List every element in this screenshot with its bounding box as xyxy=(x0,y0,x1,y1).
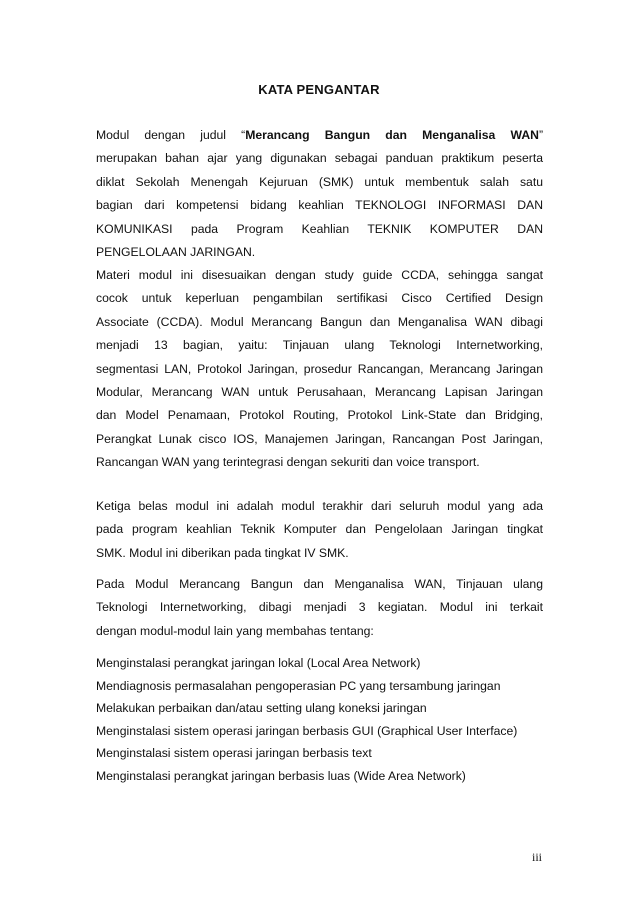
paragraph-line: diklat Sekolah Menengah Kejuruan (SMK) untuk membentuk salah satu xyxy=(96,174,543,189)
paragraph-line: dan Model Penamaan, Protokol Routing, Protokol Link-State dan Bridging, xyxy=(96,408,543,423)
paragraph-1 xyxy=(96,124,543,264)
list-item: Menginstalasi perangkat jaringan berbasis luas (Wide Area Network) xyxy=(96,768,466,783)
list-item: Menginstalasi sistem operasi jaringan berbasis GUI (Graphical User Interface) xyxy=(96,723,518,738)
paragraph-4 xyxy=(96,573,543,643)
paragraph-line: menjadi 13 bagian, yaitu: Tinjauan ulang Teknologi Internetworking, xyxy=(96,338,543,353)
paragraph-line: KOMUNIKASI pada Program Keahlian TEKNIK KOMPUTER DAN xyxy=(96,221,543,236)
list-item: Menginstalasi sistem operasi jaringan berbasis text xyxy=(96,746,372,761)
paragraph-line: Materi modul ini disesuaikan dengan study guide CCDA, sehingga sangat xyxy=(96,268,543,282)
list-item: Menginstalasi perangkat jaringan lokal (Local Area Network) xyxy=(96,656,421,670)
paragraph-line: pada program keahlian Teknik Komputer dan Pengelolaan Jaringan tingkat xyxy=(96,522,543,537)
paragraph-line: Modul dengan judul “Merancang Bangun dan Menganalisa WAN” xyxy=(96,128,543,142)
topic-list xyxy=(96,652,543,788)
page-title: KATA PENGANTAR xyxy=(258,82,380,97)
paragraph-line: Ketiga belas modul ini adalah modul terakhir dari seluruh modul yang ada xyxy=(96,499,543,513)
paragraph-line: cocok untuk keperluan pengambilan sertifikasi Cisco Certified Design xyxy=(96,291,543,306)
paragraph-3 xyxy=(96,495,543,565)
paragraph-line: Pada Modul Merancang Bangun dan Menganalisa WAN, Tinjauan ulang xyxy=(96,577,543,591)
paragraph-2 xyxy=(96,264,543,475)
paragraph-line: dengan modul-modul lain yang membahas tentang: xyxy=(96,623,374,638)
paragraph-line: SMK. Modul ini diberikan pada tingkat IV SMK. xyxy=(96,545,349,560)
paragraph-line: Teknologi Internetworking, dibagi menjadi 3 kegiatan. Modul ini terkait xyxy=(96,600,543,615)
paragraph-line: Rancangan WAN yang terintegrasi dengan sekuriti dan voice transport. xyxy=(96,455,480,470)
paragraph-line: Associate (CCDA). Modul Merancang Bangun dan Menganalisa WAN dibagi xyxy=(96,314,543,329)
list-item: Mendiagnosis permasalahan pengoperasian PC yang tersambung jaringan xyxy=(96,678,501,693)
page-number: iii xyxy=(531,850,542,864)
paragraph-line: PENGELOLAAN JARINGAN. xyxy=(96,244,256,259)
paragraph-line: bagian dari kompetensi bidang keahlian TEKNOLOGI INFORMASI DAN xyxy=(96,198,543,213)
list-item: Melakukan perbaikan dan/atau setting ulang koneksi jaringan xyxy=(96,701,427,716)
paragraph-line: segmentasi LAN, Protokol Jaringan, prosedur Rancangan, Merancang Jaringan xyxy=(96,361,543,376)
paragraph-line: merupakan bahan ajar yang digunakan sebagai panduan praktikum peserta xyxy=(96,151,543,166)
paragraph-line: Perangkat Lunak cisco IOS, Manajemen Jaringan, Rancangan Post Jaringan, xyxy=(96,431,543,446)
paragraph-line: Modular, Merancang WAN untuk Perusahaan, Merancang Lapisan Jaringan xyxy=(96,384,543,399)
module-title-bold: Merancang Bangun dan Menganalisa WAN xyxy=(245,128,539,142)
